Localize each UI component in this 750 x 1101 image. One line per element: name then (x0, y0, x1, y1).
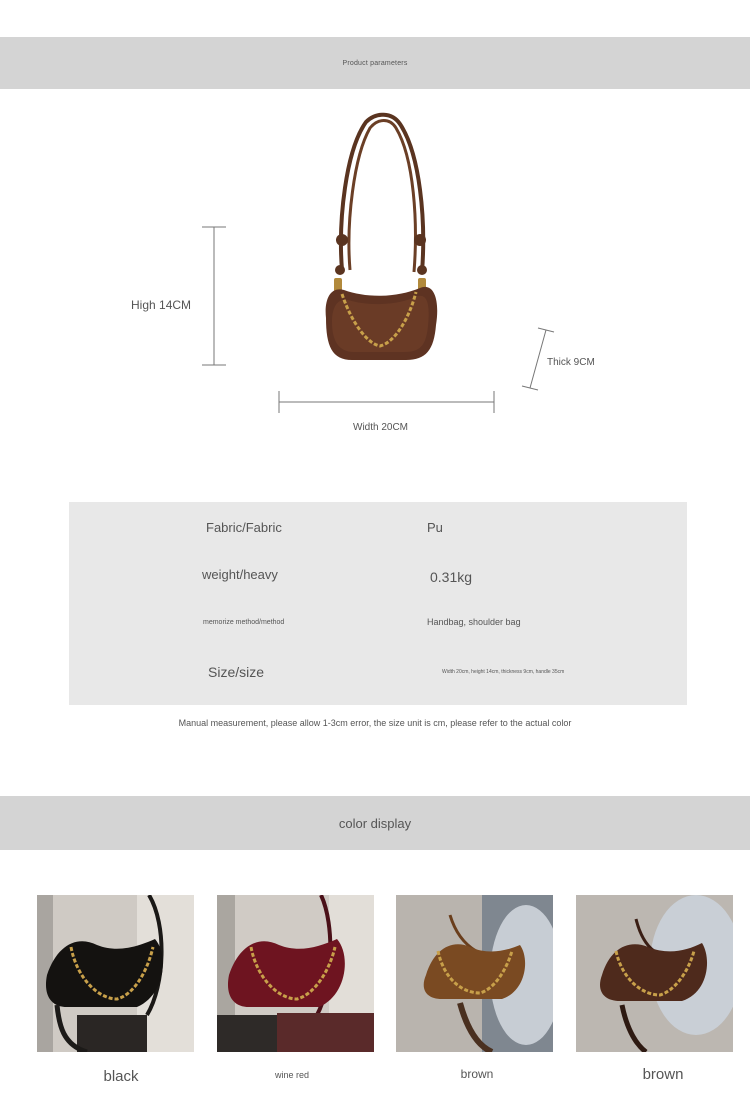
width-label: Width 20CM (353, 422, 409, 433)
handbag-product-image (316, 110, 446, 370)
color-thumb-black[interactable] (37, 895, 194, 1052)
product-parameters-title: Product parameters (342, 59, 408, 67)
color-label-dark-brown: brown (642, 1066, 684, 1083)
spec-label-fabric: Fabric/Fabric (206, 520, 282, 535)
dark-brown-bag-image (576, 895, 733, 1052)
width-dimension-line (276, 388, 498, 416)
spec-value-size: Width 20cm, height 14cm, thickness 9cm, handle 35cm (442, 669, 565, 675)
color-thumb-wine-red[interactable] (217, 895, 374, 1052)
height-label: High 14CM (131, 298, 192, 312)
spec-value-method: Handbag, shoulder bag (427, 617, 521, 627)
spec-table (69, 502, 687, 705)
spec-label-size: Size/size (208, 664, 265, 680)
product-parameters-band (0, 37, 750, 89)
measurement-note: Manual measurement, please allow 1-3cm error, the size unit is cm, please refer to the actual color (178, 718, 572, 728)
black-bag-image (37, 895, 194, 1052)
color-thumb-brown[interactable] (396, 895, 553, 1052)
height-dimension-line (198, 224, 230, 370)
color-display-band (0, 796, 750, 850)
spec-value-weight: 0.31kg (430, 569, 473, 585)
color-label-black: black (103, 1068, 139, 1085)
spec-label-weight: weight/heavy (202, 567, 278, 582)
spec-value-fabric: Pu (427, 520, 443, 535)
brown-bag-image (396, 895, 553, 1052)
color-display-title: color display (338, 815, 412, 831)
thickness-label: Thick 9CM (547, 357, 595, 368)
spec-label-method: memorize method/method (203, 619, 285, 626)
color-label-wine-red: wine red (274, 1070, 310, 1080)
color-thumb-dark-brown[interactable] (576, 895, 733, 1052)
color-label-brown: brown (460, 1067, 494, 1081)
wine-red-bag-image (217, 895, 374, 1052)
